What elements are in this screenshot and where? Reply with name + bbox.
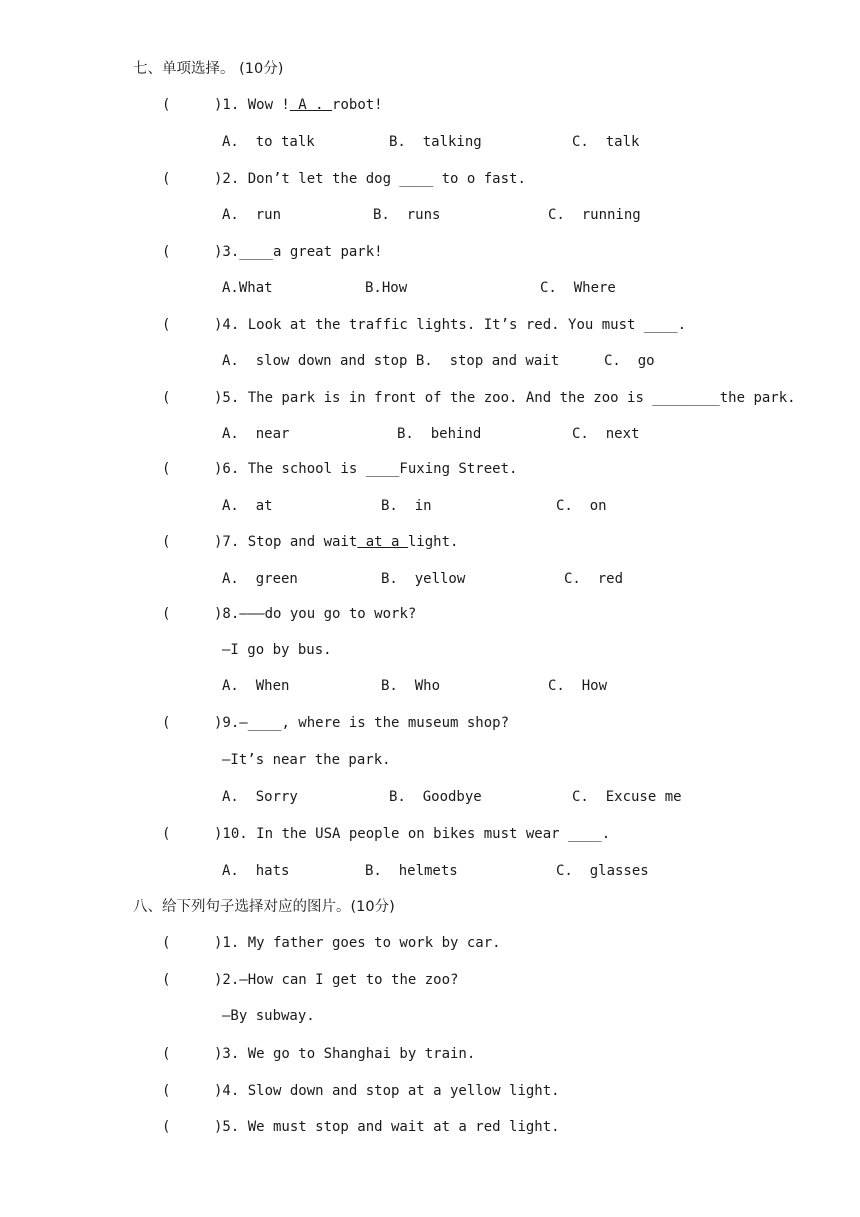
option-c: C. running bbox=[548, 207, 641, 223]
answer-paren[interactable]: ( bbox=[162, 1083, 171, 1099]
question-9 bbox=[162, 714, 509, 732]
item-number: )3. bbox=[214, 1046, 248, 1062]
option-c: C. on bbox=[556, 498, 607, 514]
question-number: )10. bbox=[214, 826, 257, 842]
question-number: )5. bbox=[214, 390, 248, 406]
question-2 bbox=[162, 170, 526, 188]
question-number: )1. bbox=[214, 97, 248, 113]
option-c: C. go bbox=[604, 353, 655, 369]
option-b: B. yellow bbox=[381, 571, 466, 587]
question-text: —____, where is the museum shop? bbox=[239, 715, 510, 731]
filled-blank: at a bbox=[357, 534, 408, 550]
answer-paren[interactable]: ( bbox=[162, 317, 171, 333]
match-item-1 bbox=[162, 934, 501, 952]
option-b: B. behind bbox=[397, 426, 482, 442]
section-8-heading: 八、给下列句子选择对应的图片。(10分) bbox=[133, 899, 395, 915]
question-text-end: robot! bbox=[332, 97, 383, 113]
question-number: )6. bbox=[214, 461, 248, 477]
match-item-2 bbox=[162, 971, 458, 989]
question-text: The park is in front of the zoo. And the zoo is ________the park. bbox=[247, 390, 796, 406]
dialogue-reply: —I go by bus. bbox=[222, 642, 332, 658]
answer-paren[interactable]: ( bbox=[162, 390, 171, 406]
question-4 bbox=[162, 316, 686, 334]
item-number: )1. bbox=[214, 935, 248, 951]
option-b: B. Who bbox=[381, 678, 441, 694]
filled-blank: A . bbox=[289, 97, 333, 113]
section-7-heading: 七、单项选择。 (10分) bbox=[133, 61, 284, 77]
option-c: C. Excuse me bbox=[572, 789, 682, 805]
option-b: B.How bbox=[365, 280, 408, 296]
option-c: C. next bbox=[572, 426, 640, 442]
match-item-5 bbox=[162, 1118, 560, 1136]
question-number: )3. bbox=[214, 244, 240, 260]
item-number: )2. bbox=[214, 972, 240, 988]
option-a: A. to talk bbox=[222, 134, 315, 150]
option-c: C. How bbox=[548, 678, 608, 694]
option-a-b: A. slow down and stop B. stop and wait bbox=[222, 353, 560, 369]
question-text: ____a great park! bbox=[239, 244, 383, 260]
item-number: )5. bbox=[214, 1119, 248, 1135]
item-number: )4. bbox=[214, 1083, 248, 1099]
answer-paren[interactable]: ( bbox=[162, 244, 171, 260]
question-5 bbox=[162, 389, 796, 407]
option-a: A. at bbox=[222, 498, 273, 514]
answer-paren[interactable]: ( bbox=[162, 171, 171, 187]
question-text: Wow ! bbox=[247, 97, 290, 113]
answer-paren[interactable]: ( bbox=[162, 826, 171, 842]
question-text: Don’t let the dog ____ to o fast. bbox=[247, 171, 526, 187]
item-text: We go to Shanghai by train. bbox=[247, 1046, 476, 1062]
question-7 bbox=[162, 533, 458, 551]
option-c: C. red bbox=[564, 571, 624, 587]
question-3 bbox=[162, 243, 383, 261]
question-number: )2. bbox=[214, 171, 248, 187]
option-a: A. near bbox=[222, 426, 290, 442]
answer-paren[interactable]: ( bbox=[162, 534, 171, 550]
question-text: Look at the traffic lights. It’s red. You must ____. bbox=[247, 317, 687, 333]
question-6 bbox=[162, 460, 517, 478]
item-text: —How can I get to the zoo? bbox=[239, 972, 459, 988]
option-b: B. runs bbox=[373, 207, 441, 223]
dialogue-reply: —It’s near the park. bbox=[222, 752, 391, 768]
answer-paren[interactable]: ( bbox=[162, 97, 171, 113]
option-a: A. green bbox=[222, 571, 298, 587]
question-number: )8. bbox=[214, 606, 240, 622]
answer-paren[interactable]: ( bbox=[162, 972, 171, 988]
option-b: B. Goodbye bbox=[389, 789, 482, 805]
option-a: A. hats bbox=[222, 863, 290, 879]
answer-paren[interactable]: ( bbox=[162, 606, 171, 622]
option-a: A. Sorry bbox=[222, 789, 298, 805]
option-a: A. When bbox=[222, 678, 290, 694]
question-text: Stop and wait bbox=[247, 534, 358, 550]
option-c: C. Where bbox=[540, 280, 616, 296]
answer-paren[interactable]: ( bbox=[162, 935, 171, 951]
answer-paren[interactable]: ( bbox=[162, 1119, 171, 1135]
option-b: B. helmets bbox=[365, 863, 458, 879]
answer-paren[interactable]: ( bbox=[162, 461, 171, 477]
question-text: In the USA people on bikes must wear ____. bbox=[256, 826, 611, 842]
option-c: C. talk bbox=[572, 134, 640, 150]
answer-paren[interactable]: ( bbox=[162, 1046, 171, 1062]
match-item-4 bbox=[162, 1082, 560, 1100]
option-c: C. glasses bbox=[556, 863, 649, 879]
item-text: My father goes to work by car. bbox=[247, 935, 501, 951]
option-a: A. run bbox=[222, 207, 282, 223]
match-item-3 bbox=[162, 1045, 475, 1063]
question-10 bbox=[162, 825, 610, 843]
question-text: The school is ____Fuxing Street. bbox=[247, 461, 518, 477]
question-1 bbox=[162, 96, 383, 114]
question-text: ———do you go to work? bbox=[239, 606, 417, 622]
option-b: B. in bbox=[381, 498, 432, 514]
dialogue-reply: —By subway. bbox=[222, 1008, 315, 1024]
question-number: )4. bbox=[214, 317, 248, 333]
option-a: A.What bbox=[222, 280, 273, 296]
question-text-end: light. bbox=[407, 534, 459, 550]
question-number: )7. bbox=[214, 534, 248, 550]
item-text: Slow down and stop at a yellow light. bbox=[247, 1083, 560, 1099]
question-8 bbox=[162, 605, 416, 623]
option-b: B. talking bbox=[389, 134, 482, 150]
answer-paren[interactable]: ( bbox=[162, 715, 171, 731]
item-text: We must stop and wait at a red light. bbox=[247, 1119, 560, 1135]
question-number: )9. bbox=[214, 715, 240, 731]
